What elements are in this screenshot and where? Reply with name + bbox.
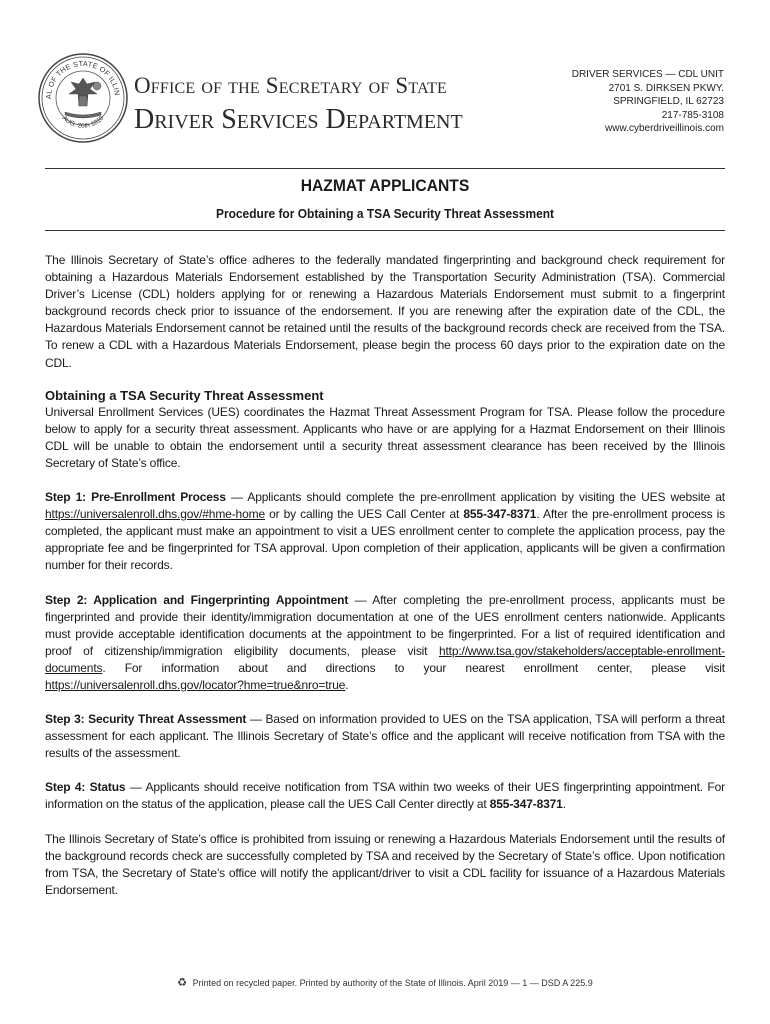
contact-website[interactable]: www.cyberdriveillinois.com bbox=[605, 123, 724, 134]
seal-bottom-text: AUG. 26th 1818 bbox=[60, 114, 106, 130]
ues-phone-number-status: 855-347-8371 bbox=[489, 797, 563, 812]
step-4-label: Step 4: Status bbox=[45, 780, 126, 795]
state-seal bbox=[37, 52, 129, 144]
contact-street: 2701 S. DIRKSEN PKWY. bbox=[608, 82, 724, 94]
department-title: Driver Services Department bbox=[134, 104, 463, 135]
ues-website-link[interactable]: https://universalenroll.dhs.gov/#hme-home bbox=[45, 507, 265, 522]
title-divider bbox=[45, 230, 725, 231]
tsa-documents-link[interactable]: http://www.tsa.gov/stakeholders/acceptable-enrollment-documents bbox=[45, 643, 725, 675]
step-3-label: Step 3: Security Threat Assessment bbox=[45, 712, 247, 727]
footer-text: Printed on recycled paper. Printed by authority of the State of Illinois. April 2019 — 1 — DSD A 225.9 bbox=[192, 978, 593, 988]
step-2-text-a: — After completing the pre-enrollment process, applicants must be fingerprinted and provide their identity/immigration documentation at one of the UES enrollment centers nationwide. Applicants must provide acceptable identification documents at the appointment to be fingerprinted. For a list of required identification and proof of citizenship/immigration eligibility documents, please visit bbox=[45, 592, 725, 658]
recycle-icon: ♻ bbox=[177, 977, 188, 989]
section-heading: Obtaining a TSA Security Threat Assessment bbox=[45, 387, 324, 403]
step-2-text-c: . bbox=[345, 677, 349, 692]
step-2-label: Step 2: Application and Fingerprinting Appointment bbox=[45, 592, 349, 607]
step-2-paragraph bbox=[45, 592, 725, 695]
step-1-label: Step 1: Pre-Enrollment Process bbox=[45, 490, 226, 505]
office-title: Office of the Secretary of State bbox=[134, 73, 448, 98]
ues-phone-number: 855-347-8371 bbox=[463, 507, 537, 522]
step-1-text-c: . After the pre-enrollment process is completed, the applicant must make an appointment to visit a UES enrollment center to complete the application process, pay the appropriate fee and be fingerprinted for TSA approval. Upon completion of their application, applicants will be given a confirmation number for their records. bbox=[45, 507, 725, 573]
step-3-paragraph bbox=[45, 711, 725, 762]
step-1-paragraph bbox=[45, 489, 725, 574]
contact-block bbox=[494, 68, 724, 136]
step-4-text-a: — Applicants should receive notification from TSA within two weeks of their UES fingerprinting appointment. For information on the status of the application, please call the UES Call Center directly at bbox=[45, 780, 725, 812]
document-subtitle: Procedure for Obtaining a TSA Security Threat Assessment bbox=[215, 206, 555, 221]
step-4-paragraph bbox=[45, 779, 725, 813]
step-2-text-b: . For information about and directions to your nearest enrollment center, please visit bbox=[102, 660, 725, 675]
seal-top-text: AL OF THE STATE OF ILLIN bbox=[43, 58, 122, 100]
document-title: HAZMAT APPLICANTS bbox=[300, 176, 470, 195]
step-1-text-a: — Applicants should complete the pre-enrollment application by visiting the UES website at bbox=[225, 490, 725, 505]
closing-paragraph: The Illinois Secretary of State’s office is prohibited from issuing or renewing a Hazardous Materials Endorsement until the results of the background records check are successfully completed by TSA and received by the Secretary of State’s office. Upon notification from TSA, the Secretary of State’s office will notify the applicant/driver to visit a CDL facility for issuance of a Hazardous Materials Endorsement. bbox=[45, 831, 725, 897]
contact-phone: 217-785-3108 bbox=[661, 109, 724, 121]
step-4-text-b: . bbox=[562, 797, 566, 812]
ues-locator-link[interactable]: https://universalenroll.dhs.gov/locator?hme=true&nro=true bbox=[45, 677, 346, 692]
document-body bbox=[45, 252, 725, 899]
header-divider bbox=[45, 168, 725, 169]
step-3-text: — Based on information provided to UES on the TSA application, TSA will perform a threat assessment for each applicant. The Illinois Secretary of State’s office and the applicant will receive notification from TSA with the results of the assessment. bbox=[45, 712, 725, 761]
intro-paragraph: The Illinois Secretary of State’s office adheres to the federally mandated fingerprinting and background check requirement for obtaining a Hazardous Materials Endorsement established by the Transportation Security Administration (TSA). Commercial Driver’s License (CDL) holders applying for or renewing a Hazardous Materials Endorsement must submit to a fingerprint background records check prior to issuance of the endorsement. If you are renewing after the expiration date of the CDL, the Hazardous Materials Endorsement cannot be retained until the results of the background records check are received from the TSA. To renew a CDL with a Hazardous Materials Endorsement, please begin the process 60 days prior to the expiration date on the CDL. bbox=[45, 253, 725, 370]
contact-city: SPRINGFIELD, IL 62723 bbox=[613, 96, 724, 107]
contact-unit: DRIVER SERVICES — CDL UNIT bbox=[571, 69, 724, 80]
footer bbox=[45, 976, 725, 989]
step-1-text-b: or by calling the UES Call Center at bbox=[264, 507, 464, 522]
section-paragraph: Universal Enrollment Services (UES) coordinates the Hazmat Threat Assessment Program for TSA. Please follow the procedure below to apply for a security threat assessment. Applicants who have or are applying for a Hazmat Endorsement on their Illinois CDL will be unable to obtain the endorsement until a security threat assessment clearance has been received by the Illinois Secretary of State’s office. bbox=[45, 404, 725, 470]
